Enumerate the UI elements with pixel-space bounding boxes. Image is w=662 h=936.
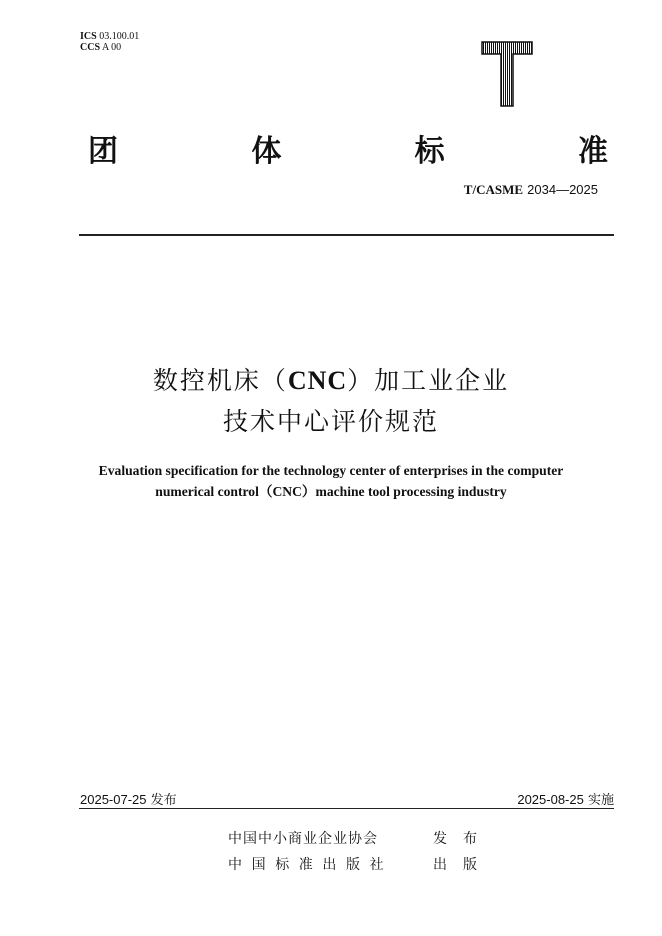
standard-type-char: 准 bbox=[577, 134, 608, 169]
title-cn-cnc: CNC bbox=[287, 366, 348, 395]
standard-type-heading bbox=[88, 134, 608, 174]
standard-number-prefix: T/CASME bbox=[463, 182, 524, 197]
standard-logo bbox=[479, 40, 535, 108]
publisher-name: 中国中小商业企业协会 bbox=[228, 831, 378, 847]
ccs-value: A 00 bbox=[101, 42, 122, 53]
top-divider bbox=[79, 234, 614, 236]
ics-value: 03.100.01 bbox=[99, 31, 140, 42]
ics-ccs-block bbox=[80, 31, 139, 53]
publish-date bbox=[80, 789, 177, 808]
implement-date bbox=[517, 789, 614, 808]
title-cn-part: 数控机床（ bbox=[152, 366, 288, 395]
ccs-label: CCS bbox=[80, 42, 101, 53]
t-letter-logo-icon bbox=[479, 40, 535, 108]
standard-type-char: 团 bbox=[88, 134, 118, 169]
ics-label: ICS bbox=[80, 31, 97, 42]
title-cn-part: ）加工业企业 bbox=[347, 366, 510, 395]
publisher-name: 中国标准出版社 bbox=[228, 857, 394, 873]
title-cn-line2: 技术中心评价规范 bbox=[222, 407, 439, 436]
publish-date-label: 发布 bbox=[150, 793, 177, 808]
ccs-line bbox=[80, 42, 139, 53]
standard-type-char: 体 bbox=[251, 134, 282, 169]
standard-number bbox=[464, 182, 598, 198]
publish-date-value: 2025-07-25 bbox=[80, 792, 147, 807]
publisher-action: 发布 bbox=[433, 831, 493, 847]
title-en-line2: numerical control（CNC）machine tool processing industry bbox=[155, 484, 507, 499]
bottom-divider bbox=[79, 808, 614, 809]
title-cn-line1 bbox=[0, 361, 662, 397]
ics-line bbox=[80, 31, 139, 42]
title-en-line1: Evaluation specification for the technology center of enterprises in the computer bbox=[98, 463, 564, 478]
standard-type-char: 标 bbox=[414, 134, 445, 169]
implement-date-label: 实施 bbox=[587, 793, 614, 808]
implement-date-value: 2025-08-25 bbox=[517, 792, 584, 807]
standard-number-value: 2034—2025 bbox=[527, 182, 598, 197]
publisher-action: 出版 bbox=[433, 857, 493, 873]
